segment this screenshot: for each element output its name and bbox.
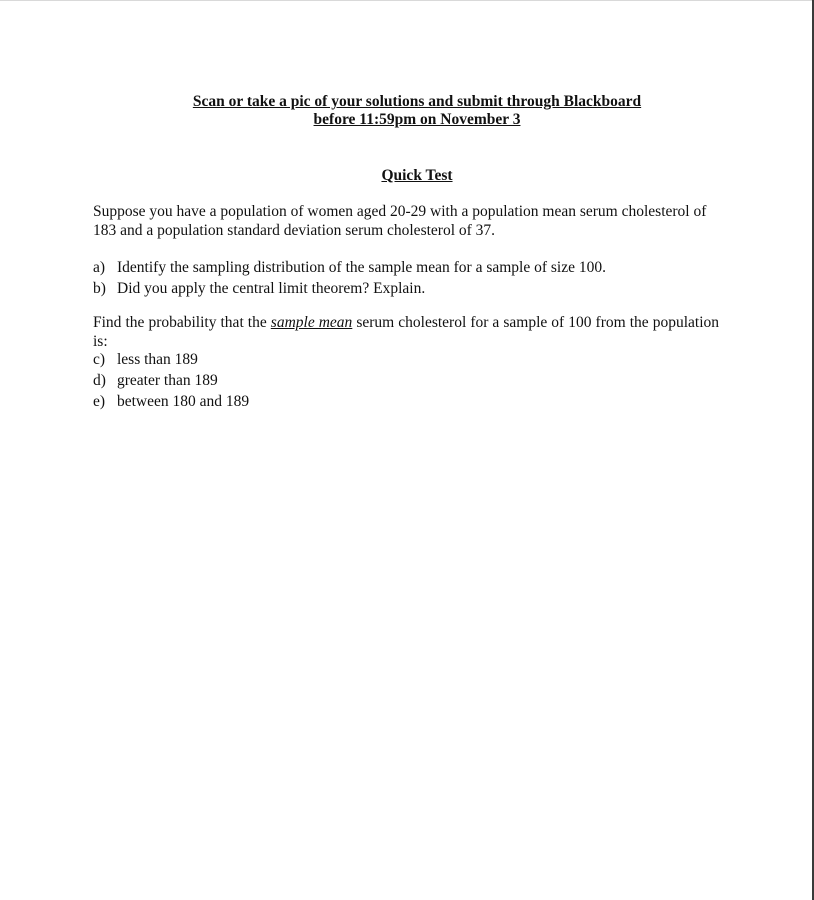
probability-prompt (93, 314, 719, 351)
list-marker: a) (93, 259, 106, 276)
list-marker: d) (93, 372, 106, 389)
question-text: Did you apply the central limit theorem? Explain. (117, 280, 426, 297)
submission-instruction: Scan or take a pic of your solutions and submit through Blackboard (192, 93, 642, 110)
prompt-text-before: Find the probability that the (93, 314, 271, 331)
emphasized-term: sample mean (270, 314, 353, 331)
list-marker: b) (93, 280, 106, 297)
list-marker: e) (93, 393, 106, 410)
question-text: Identify the sampling distribution of the sample mean for a sample of size 100. (117, 259, 606, 276)
question-list-ab (93, 259, 606, 301)
question-text: between 180 and 189 (117, 393, 250, 410)
list-item (93, 280, 606, 301)
page-title: Quick Test (381, 167, 453, 184)
problem-statement: Suppose you have a population of women aged 20-29 with a population mean serum cholesterol of 183 and a population standard deviation serum cholesterol of 37. (93, 203, 707, 239)
page-top-border (0, 0, 812, 1)
list-item (93, 351, 249, 372)
question-list-cde (93, 351, 249, 414)
question-text: less than 189 (117, 351, 198, 368)
prompt-text-after: serum cholesterol for a sample of 100 from the population is: (93, 314, 719, 350)
question-text: greater than 189 (117, 372, 218, 389)
list-marker: c) (93, 351, 106, 368)
list-item (93, 259, 606, 280)
list-item (93, 393, 249, 414)
list-item (93, 372, 249, 393)
submission-deadline: before 11:59pm on November 3 (313, 111, 521, 128)
